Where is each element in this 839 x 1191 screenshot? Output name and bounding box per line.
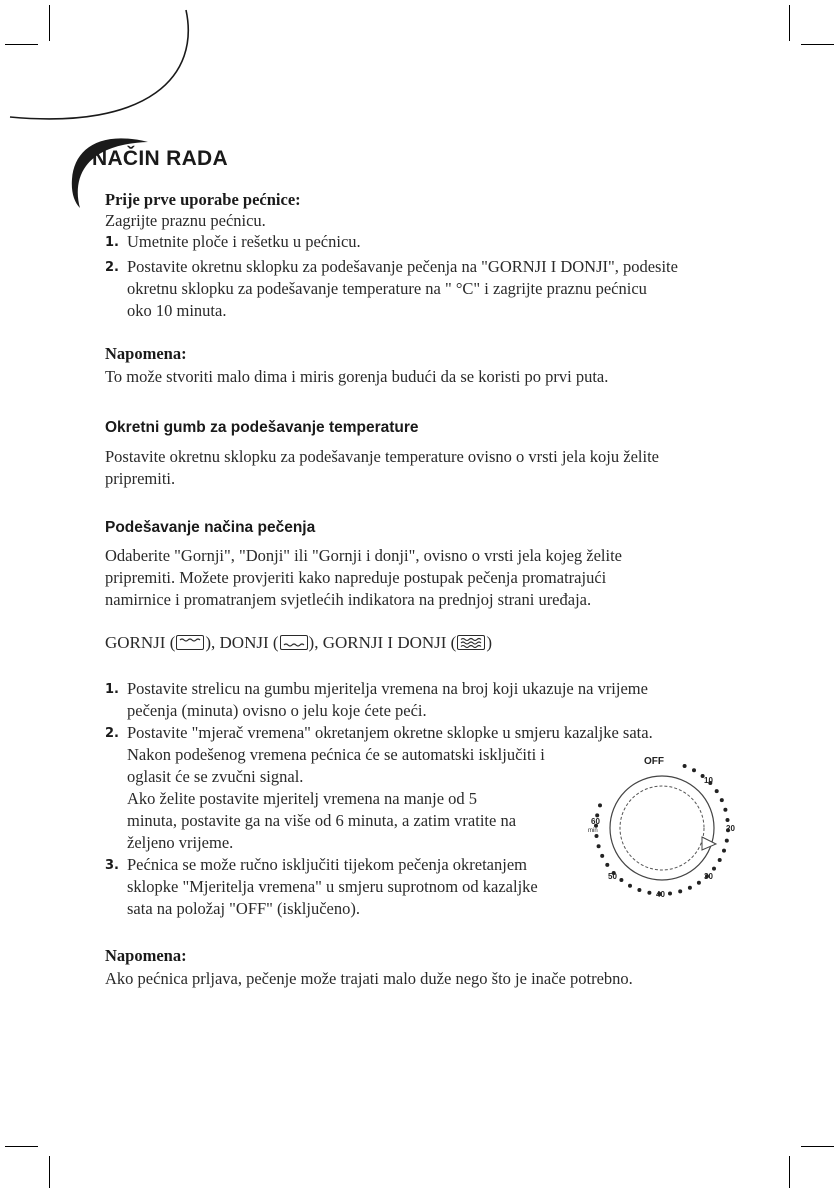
- note-heading: Napomena:: [105, 344, 187, 363]
- step-number: 1.: [105, 235, 119, 250]
- step-number: 2.: [105, 260, 119, 275]
- dial-dot: [605, 863, 609, 867]
- crop-mark: [789, 1156, 790, 1188]
- step-text: minuta, postavite ga na više od 6 minuta, a zatim vratite na: [127, 811, 517, 830]
- temperature-text: Postavite okretnu sklopku za podešavanje temperature ovisno o vrsti jela koju želite: [105, 447, 659, 466]
- dial-dot: [595, 834, 599, 838]
- dial-dot: [725, 839, 729, 843]
- mode-label-end: ): [486, 633, 493, 652]
- dial-dot: [678, 889, 682, 893]
- dial-label-10: 10: [704, 776, 713, 785]
- dial-dot: [637, 888, 641, 892]
- dial-dot: [688, 886, 692, 890]
- dial-dot: [722, 849, 726, 853]
- dial-dot: [715, 789, 719, 793]
- timer-dial: [582, 752, 742, 902]
- dial-dot: [600, 854, 604, 858]
- mode-text: Odaberite "Gornji", "Donji" ili "Gornji i donji", ovisno o vrsti jela kojeg želite: [105, 546, 622, 565]
- crop-mark: [801, 1146, 834, 1147]
- dial-label-50: 50: [608, 872, 617, 881]
- first-use-intro: Zagrijte praznu pećnicu.: [105, 211, 266, 230]
- page-title: NAČIN RADA: [92, 147, 228, 170]
- dial-outer-ring: [610, 776, 714, 880]
- decorative-swoosh: [0, 0, 200, 130]
- step-text: pečenja (minuta) ovisno o jelu koje ćete peći.: [127, 701, 427, 720]
- dial-dot: [668, 892, 672, 896]
- step-text: željeno vrijeme.: [127, 833, 234, 852]
- dial-inner-ring: [620, 786, 704, 870]
- dial-dot: [597, 844, 601, 848]
- step-number: 1.: [105, 682, 119, 697]
- step-text: oko 10 minuta.: [127, 301, 227, 320]
- step-text: Pećnica se može ručno isključiti tijekom pečenja okretanjem: [127, 855, 527, 874]
- dial-dot: [726, 818, 730, 822]
- temperature-text: pripremiti.: [105, 469, 176, 488]
- step-text: oglasit će se zvučni signal.: [127, 767, 304, 786]
- mode-heading: Podešavanje načina pečenja: [105, 519, 316, 536]
- dial-dot: [712, 867, 716, 871]
- mode-text: namirnice i promatranjem svjetlećih indikatora na prednjoj strani uređaja.: [105, 590, 592, 609]
- crop-mark: [801, 44, 834, 45]
- dial-dot: [628, 884, 632, 888]
- dial-dot: [647, 891, 651, 895]
- mode-label-both: ), GORNJI I DONJI (: [308, 633, 457, 652]
- mode-icons-line: [105, 632, 492, 653]
- dial-off-label: OFF: [644, 756, 664, 767]
- mode-text: pripremiti. Možete provjeriti kako napreduje postupak pečenja promatrajući: [105, 568, 607, 587]
- mode-label-gornji: GORNJI (: [105, 633, 176, 652]
- bottom-heat-icon: [280, 635, 308, 650]
- dial-unit-label: min: [588, 828, 598, 834]
- step-text: Umetnite ploče i rešetku u pećnicu.: [127, 232, 361, 251]
- dial-dot: [718, 858, 722, 862]
- note-heading: Napomena:: [105, 946, 187, 965]
- dial-dot: [692, 768, 696, 772]
- dial-dot: [683, 764, 687, 768]
- step-text: okretnu sklopku za podešavanje temperature na " °C" i zagrijte praznu pećnicu: [127, 279, 647, 298]
- note-text: To može stvoriti malo dima i miris gorenja budući da se koristi po prvi puta.: [105, 367, 609, 386]
- step-text: Postavite "mjerač vremena" okretanjem okretne sklopke u smjeru kazaljke sata.: [127, 723, 653, 742]
- dial-dot: [619, 878, 623, 882]
- dial-label-40: 40: [656, 890, 665, 899]
- dial-dot: [720, 798, 724, 802]
- dial-dot: [697, 881, 701, 885]
- first-use-heading: Prije prve uporabe pećnice:: [105, 190, 301, 209]
- dial-pointer-icon: [702, 837, 716, 850]
- step-number: 2.: [105, 726, 119, 741]
- crop-mark: [5, 1146, 38, 1147]
- temperature-heading: Okretni gumb za podešavanje temperature: [105, 419, 419, 436]
- step-text: sata na položaj "OFF" (isključeno).: [127, 899, 360, 918]
- step-text: Postavite okretnu sklopku za podešavanje pečenja na "GORNJI I DONJI", podesite: [127, 257, 678, 276]
- dial-label-20: 20: [726, 824, 735, 833]
- note-text: Ako pećnica prljava, pečenje može trajati malo duže nego što je inače potrebno.: [105, 969, 633, 988]
- step-text: Nakon podešenog vremena pećnica će se automatski isključiti i: [127, 745, 545, 764]
- top-heat-icon: [176, 635, 204, 650]
- crop-mark: [789, 5, 790, 41]
- step-text: Postavite strelicu na gumbu mjeritelja vremena na broj koji ukazuje na vrijeme: [127, 679, 648, 698]
- crop-mark: [49, 1156, 50, 1188]
- dial-dot: [598, 803, 602, 807]
- step-number: 3.: [105, 858, 119, 873]
- dial-label-60: 60: [591, 817, 600, 826]
- step-text: sklopke "Mjeritelja vremena" u smjeru suprotnom od kazaljke: [127, 877, 538, 896]
- top-bottom-heat-icon: [457, 635, 485, 650]
- dial-label-30: 30: [704, 872, 713, 881]
- dial-dot: [723, 808, 727, 812]
- step-text: Ako želite postavite mjeritelj vremena na manje od 5: [127, 789, 478, 808]
- mode-label-donji: ), DONJI (: [205, 633, 279, 652]
